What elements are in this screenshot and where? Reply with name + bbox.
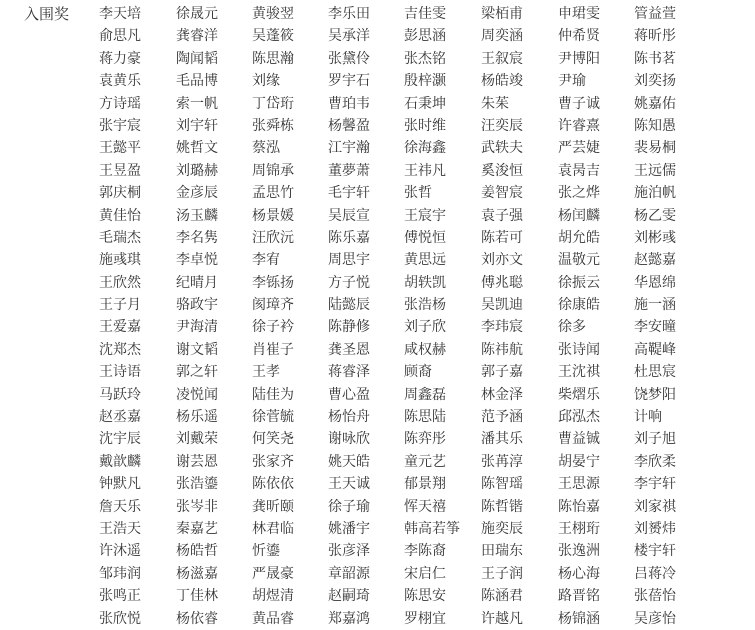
name-entry: 何笑尧	[252, 431, 294, 448]
name-entry: 顾裔	[404, 364, 432, 381]
name-entry: 严芸婕	[558, 140, 600, 157]
name-entry: 刘奕扬	[634, 73, 676, 90]
name-entry: 赵丞嘉	[99, 409, 141, 426]
name-entry: 李宥	[252, 252, 280, 269]
name-entry: 王天诚	[328, 476, 370, 493]
name-entry: 赵嗣琦	[328, 588, 370, 605]
name-entry: 刘子欣	[404, 319, 446, 336]
name-entry: 索一帆	[176, 95, 218, 112]
name-entry: 许越凡	[481, 610, 523, 627]
name-entry: 许睿熹	[558, 117, 600, 134]
name-entry: 杨景媛	[252, 207, 294, 224]
name-entry: 俞思凡	[99, 28, 141, 45]
name-entry: 毛品博	[176, 73, 218, 90]
name-entry: 胡允皓	[558, 229, 600, 246]
name-entry: 姚潘宇	[328, 520, 370, 537]
name-entry: 姚嘉佑	[634, 95, 676, 112]
name-entry: 郭子嘉	[481, 364, 523, 381]
name-entry: 张彦泽	[328, 543, 370, 560]
name-entry: 刘璐赫	[176, 162, 218, 179]
name-entry: 咸权赫	[404, 341, 446, 358]
name-entry: 杨怡舟	[328, 409, 370, 426]
name-entry: 蒋力豪	[99, 50, 141, 67]
name-entry: 秦嘉艺	[176, 520, 218, 537]
name-entry: 童元艺	[404, 453, 446, 470]
name-entry: 罗栩宜	[404, 610, 446, 627]
name-entry: 杨馨盈	[328, 117, 370, 134]
name-entry: 周思宇	[328, 252, 370, 269]
name-entry: 周锦承	[252, 162, 294, 179]
name-entry: 丁佳林	[176, 588, 218, 605]
name-entry: 宋启仁	[404, 565, 446, 582]
name-entry: 张鸣正	[99, 588, 141, 605]
name-entry: 钟默凡	[99, 476, 141, 493]
award-category-label: 入围奖	[24, 5, 70, 23]
name-entry: 胡晏宁	[558, 453, 600, 470]
name-entry: 王祎凡	[404, 162, 446, 179]
name-entry: 黄思远	[404, 252, 446, 269]
name-entry: 柴熠乐	[558, 386, 600, 403]
name-entry: 陈知愚	[634, 117, 676, 134]
name-entry: 肖崔子	[252, 341, 294, 358]
name-entry: 张哲	[404, 185, 432, 202]
name-entry: 赵懿嘉	[634, 252, 676, 269]
name-entry: 汪奕辰	[481, 117, 523, 134]
name-entry: 李宇轩	[634, 476, 676, 493]
name-entry: 徐晟元	[176, 6, 218, 22]
name-entry: 尹瑜	[558, 73, 586, 90]
name-entry: 吕蒋冷	[634, 565, 676, 582]
name-entry: 楼宇轩	[634, 543, 676, 560]
name-entry: 罗宇石	[328, 73, 370, 90]
name-entry: 刘家祺	[634, 498, 676, 515]
name-entry: 张逸洲	[558, 543, 600, 560]
name-entry: 王孝	[252, 364, 280, 381]
name-entry: 徐子瑜	[328, 498, 370, 515]
name-entry: 李欣柔	[634, 453, 676, 470]
name-entry: 陈书茗	[634, 50, 676, 67]
name-entry: 沈郑杰	[99, 341, 141, 358]
name-entry: 蔡泓	[252, 140, 280, 157]
name-entry: 张浩鎏	[176, 476, 218, 493]
name-entry: 李陈裔	[404, 543, 446, 560]
name-entry: 徐康皓	[558, 297, 600, 314]
name-entry: 彭思涵	[404, 28, 446, 45]
name-entry: 吴蓬筱	[252, 28, 294, 45]
name-entry: 邱泓杰	[558, 409, 600, 426]
name-entry: 林君临	[252, 520, 294, 537]
name-entry: 杨乐遥	[176, 409, 218, 426]
name-entry: 王爱嘉	[99, 319, 141, 336]
name-entry: 黄佳怡	[99, 207, 141, 224]
name-entry: 张宇宸	[99, 117, 141, 134]
name-entry: 胡煜清	[252, 588, 294, 605]
name-entry: 计响	[634, 409, 662, 426]
name-entry: 仲希贤	[558, 28, 600, 45]
name-entry: 王沈祺	[558, 364, 600, 381]
name-entry: 曹子诚	[558, 95, 600, 112]
name-entry: 郁景翔	[404, 476, 446, 493]
name-entry: 李乐田	[328, 6, 370, 22]
name-entry: 刘宇轩	[176, 117, 218, 134]
name-entry: 杜思宸	[634, 364, 676, 381]
name-entry: 许沐遥	[99, 543, 141, 560]
name-entry: 王远儒	[634, 162, 676, 179]
name-entry: 陈哲锴	[481, 498, 523, 515]
name-entry: 温敬元	[558, 252, 600, 269]
name-entry: 裴易桐	[634, 140, 676, 157]
name-entry: 杨滋嘉	[176, 565, 218, 582]
name-entry: 江宇瀚	[328, 140, 370, 157]
name-entry: 姚哲文	[176, 140, 218, 157]
name-entry: 张黛伶	[328, 50, 370, 67]
name-entry: 张家齐	[252, 453, 294, 470]
name-entry: 申珺雯	[558, 6, 600, 22]
name-entry: 王诗语	[99, 364, 141, 381]
name-entry: 郑嘉鸿	[328, 610, 370, 627]
name-entry: 陈乐嘉	[328, 229, 370, 246]
name-entry: 陆懿辰	[328, 297, 370, 314]
name-entry: 梁栢甫	[481, 6, 523, 22]
name-entry: 范予涵	[481, 409, 523, 426]
name-entry: 龚圣恩	[328, 341, 370, 358]
name-entry: 傅悦恒	[404, 229, 446, 246]
name-entry: 陈祎航	[481, 341, 523, 358]
name-entry: 殷梓灏	[404, 73, 446, 90]
name-entry: 丁岱珩	[252, 95, 294, 112]
name-entry: 郭之轩	[176, 364, 218, 381]
name-entry: 陈智瑶	[481, 476, 523, 493]
name-entry: 阂璋齐	[252, 297, 294, 314]
name-entry: 陈依依	[252, 476, 294, 493]
name-entry: 张诗闻	[558, 341, 600, 358]
name-entry: 陈涵君	[481, 588, 523, 605]
name-entry: 蒋昕彤	[634, 28, 676, 45]
name-entry: 杨闰麟	[558, 207, 600, 224]
name-entry: 陶闻韬	[176, 50, 218, 67]
name-entry: 杨依睿	[176, 610, 218, 627]
name-entry: 毛宇轩	[328, 185, 370, 202]
name-entry: 刘赟炜	[634, 520, 676, 537]
name-entry: 陈思陆	[404, 409, 446, 426]
name-entry: 张时维	[404, 117, 446, 134]
name-entry: 袁黄乐	[99, 73, 141, 90]
name-entry: 徐多	[558, 319, 586, 336]
name-entry: 施奕辰	[481, 520, 523, 537]
name-entry: 徐菅毓	[252, 409, 294, 426]
name-entry: 张浩杨	[404, 297, 446, 314]
name-entry: 刘亦文	[481, 252, 523, 269]
name-entry: 李铄扬	[252, 274, 294, 291]
name-entry: 李安曈	[634, 319, 676, 336]
name-entry: 恽天禧	[404, 498, 446, 515]
name-entry: 汪欣沅	[252, 229, 294, 246]
names-grid	[99, 3, 710, 630]
name-entry: 方子悦	[328, 274, 370, 291]
name-entry: 徐振云	[558, 274, 600, 291]
name-entry: 潘其乐	[481, 431, 523, 448]
name-entry: 徐子衿	[252, 319, 294, 336]
name-entry: 金彦辰	[176, 185, 218, 202]
name-entry: 王叙宸	[481, 50, 523, 67]
name-entry: 凌悦闻	[176, 386, 218, 403]
name-entry: 李卓悦	[176, 252, 218, 269]
name-entry: 高鞮峰	[634, 341, 676, 358]
name-entry: 谢咏欣	[328, 431, 370, 448]
name-entry: 林金泽	[481, 386, 523, 403]
name-entry: 黄品睿	[252, 610, 294, 627]
name-entry: 方诗瑶	[99, 95, 141, 112]
name-entry: 陈思瀚	[252, 50, 294, 67]
name-entry: 蒋睿泽	[328, 364, 370, 381]
name-entry: 吴承洋	[328, 28, 370, 45]
name-entry: 张岑非	[176, 498, 218, 515]
name-entry: 王子润	[481, 565, 523, 582]
name-entry: 刘子旭	[634, 431, 676, 448]
name-entry: 张之烨	[558, 185, 600, 202]
name-entry: 陈弈彤	[404, 431, 446, 448]
name-entry: 马跃玲	[99, 386, 141, 403]
name-entry: 李玮宸	[481, 319, 523, 336]
name-entry: 王思源	[558, 476, 600, 493]
name-entry: 饶梦阳	[634, 386, 676, 403]
name-entry: 傅兆聪	[481, 274, 523, 291]
name-entry: 陈若可	[481, 229, 523, 246]
name-entry: 杨皓竣	[481, 73, 523, 90]
name-entry: 陆佳为	[252, 386, 294, 403]
name-entry: 杨乙雯	[634, 207, 676, 224]
name-entry: 曹益铖	[558, 431, 600, 448]
name-entry: 李名隽	[176, 229, 218, 246]
name-entry: 张欣悦	[99, 610, 141, 627]
name-entry: 黄骏翌	[252, 6, 294, 22]
name-entry: 袁昺吉	[558, 162, 600, 179]
name-entry: 王宸宇	[404, 207, 446, 224]
name-entry: 姜智宸	[481, 185, 523, 202]
name-entry: 刘彬彧	[634, 229, 676, 246]
name-entry: 王浩天	[99, 520, 141, 537]
name-entry: 武轶夫	[481, 140, 523, 157]
name-entry: 詹天乐	[99, 498, 141, 515]
name-entry: 曹心盈	[328, 386, 370, 403]
name-entry: 严晟豪	[252, 565, 294, 582]
name-entry: 章韶源	[328, 565, 370, 582]
name-entry: 董夢萧	[328, 162, 370, 179]
name-entry: 杨心海	[558, 565, 600, 582]
name-entry: 骆政宇	[176, 297, 218, 314]
name-entry: 华恩绵	[634, 274, 676, 291]
name-entry: 郭庆桐	[99, 185, 141, 202]
name-entry: 尹博阳	[558, 50, 600, 67]
name-entry: 田瑞东	[481, 543, 523, 560]
name-entry: 吴凯迪	[481, 297, 523, 314]
name-entry: 陈静修	[328, 319, 370, 336]
name-entry: 周奕涵	[481, 28, 523, 45]
name-entry: 姚天皓	[328, 453, 370, 470]
name-entry: 龚睿洋	[176, 28, 218, 45]
name-entry: 李天培	[99, 6, 141, 22]
name-entry: 谢芸恩	[176, 453, 218, 470]
name-entry: 徐海鑫	[404, 140, 446, 157]
name-entry: 毛瑞杰	[99, 229, 141, 246]
name-entry: 施一涵	[634, 297, 676, 314]
name-entry: 奚浚恒	[481, 162, 523, 179]
name-entry: 尹海清	[176, 319, 218, 336]
name-entry: 施泊帆	[634, 185, 676, 202]
name-entry: 戴歆麟	[99, 453, 141, 470]
name-entry: 吴辰宣	[328, 207, 370, 224]
name-entry: 张苒淳	[481, 453, 523, 470]
name-entry: 王欣然	[99, 274, 141, 291]
name-entry: 王昱盈	[99, 162, 141, 179]
name-entry: 杨皓哲	[176, 543, 218, 560]
name-entry: 谢文韬	[176, 341, 218, 358]
name-entry: 张蓓怡	[634, 588, 676, 605]
name-entry: 邹玮润	[99, 565, 141, 582]
name-entry: 吴彦怡	[634, 610, 676, 627]
name-entry: 刘戴荣	[176, 431, 218, 448]
name-entry: 吉佳雯	[404, 6, 446, 22]
name-entry: 袁子强	[481, 207, 523, 224]
name-entry: 施彧琪	[99, 252, 141, 269]
name-entry: 陈思安	[404, 588, 446, 605]
name-entry: 张杰铭	[404, 50, 446, 67]
name-entry: 陈怡嘉	[558, 498, 600, 515]
name-entry: 王懿平	[99, 140, 141, 157]
name-entry: 张舜栋	[252, 117, 294, 134]
name-entry: 韩高若筝	[404, 520, 460, 537]
name-entry: 管益萱	[634, 6, 676, 22]
name-entry: 孟思竹	[252, 185, 294, 202]
name-entry: 胡轶凯	[404, 274, 446, 291]
name-entry: 朱茱	[481, 95, 509, 112]
name-entry: 汤玉麟	[176, 207, 218, 224]
name-entry: 纪晴月	[176, 274, 218, 291]
name-entry: 周鑫磊	[404, 386, 446, 403]
name-entry: 龚昕颐	[252, 498, 294, 515]
name-entry: 曹珀韦	[328, 95, 370, 112]
name-entry: 路晋铭	[558, 588, 600, 605]
name-entry: 忻鎏	[252, 543, 280, 560]
name-entry: 刘缘	[252, 73, 280, 90]
name-entry: 沈宇辰	[99, 431, 141, 448]
name-entry: 石秉坤	[404, 95, 446, 112]
name-entry: 王栩珩	[558, 520, 600, 537]
name-entry: 杨锦涵	[558, 610, 600, 627]
name-entry: 王子月	[99, 297, 141, 314]
